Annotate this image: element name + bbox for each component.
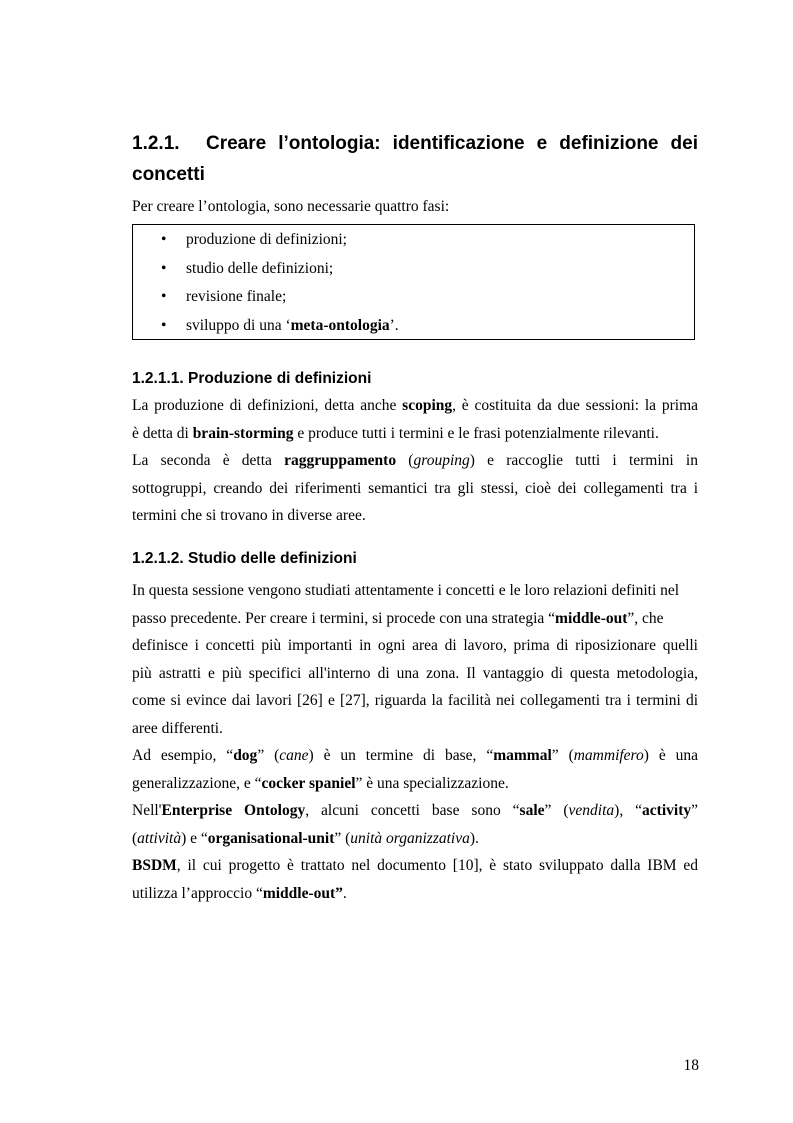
list-item: • sviluppo di una ‘meta-ontologia’. [161, 312, 399, 341]
bullet-icon: • [161, 316, 167, 334]
list-item: • produzione di definizioni; [161, 226, 399, 255]
phases-list [161, 226, 399, 340]
text-line: (attività) e “organisational-unit” (unità organizzativa). [132, 829, 479, 847]
text-line: generalizzazione, e “cocker spaniel” è una specializzazione. [132, 774, 509, 792]
text-line: BSDM, il cui progetto è trattato nel documento [10], è stato sviluppato dalla IBM ed [132, 857, 698, 874]
text-line: La produzione di definizioni, detta anche scoping, è costituita da due sessioni: la prima [132, 397, 698, 414]
text-line: utilizza l’approccio “middle-out”. [132, 884, 347, 902]
text-line: come si evince dai lavori [26] e [27], riguarda la facilità nei collegamenti tra i termini di [132, 692, 698, 709]
text-line: definisce i concetti più importanti in ogni area di lavoro, prima di riposizionare quelli [132, 637, 698, 654]
section-title-line1: 1.2.1. Creare l’ontologia: identificazione e definizione dei [132, 128, 698, 159]
text-line: aree differenti. [132, 719, 223, 737]
section-intro: Per creare l’ontologia, sono necessarie quattro fasi: [132, 198, 450, 215]
phases-box [132, 224, 695, 340]
text-line: In questa sessione vengono studiati attentamente i concetti e le loro relazioni definiti nel [132, 582, 680, 599]
bullet-icon: • [161, 259, 167, 277]
page-number: 18 [683, 1057, 699, 1074]
text-line: passo precedente. Per creare i termini, si procede con una strategia “middle-out”, che [132, 609, 664, 627]
section-number: 1.2.1. [132, 133, 180, 154]
list-item: • studio delle definizioni; [161, 255, 399, 284]
list-item: • revisione finale; [161, 283, 399, 312]
bullet-icon: • [161, 231, 167, 248]
subsection-2-text [132, 577, 698, 907]
bullet-icon: • [161, 288, 167, 305]
text-line: Nell'Enterprise Ontology, alcuni concetti base sono “sale” (vendita), “activity” [132, 802, 699, 819]
section-title-line2: concetti [132, 164, 205, 185]
text-line: Ad esempio, “dog” (cane) è un termine di base, “mammal” (mammifero) è una [132, 747, 699, 764]
text-line: sottogruppi, creando dei riferimenti semantici tra gli stessi, cioè dei collegamenti tra i [132, 479, 698, 497]
subsection-heading-2: 1.2.1.2. Studio delle definizioni [132, 550, 357, 567]
section-title [132, 128, 698, 190]
text-line: più astratti e più specifici all'interno di una zona. Il vantaggio di questa metodologia, [132, 664, 698, 682]
subsection-1-text [132, 392, 698, 530]
text-line: La seconda è detta raggruppamento (grouping) e raccoglie tutti i termini in [132, 452, 698, 469]
text-line: termini che si trovano in diverse aree. [132, 507, 366, 524]
subsection-heading-1: 1.2.1.1. Produzione di definizioni [132, 370, 372, 387]
text-line: è detta di brain-storming e produce tutti i termini e le frasi potenzialmente rilevanti. [132, 424, 659, 442]
